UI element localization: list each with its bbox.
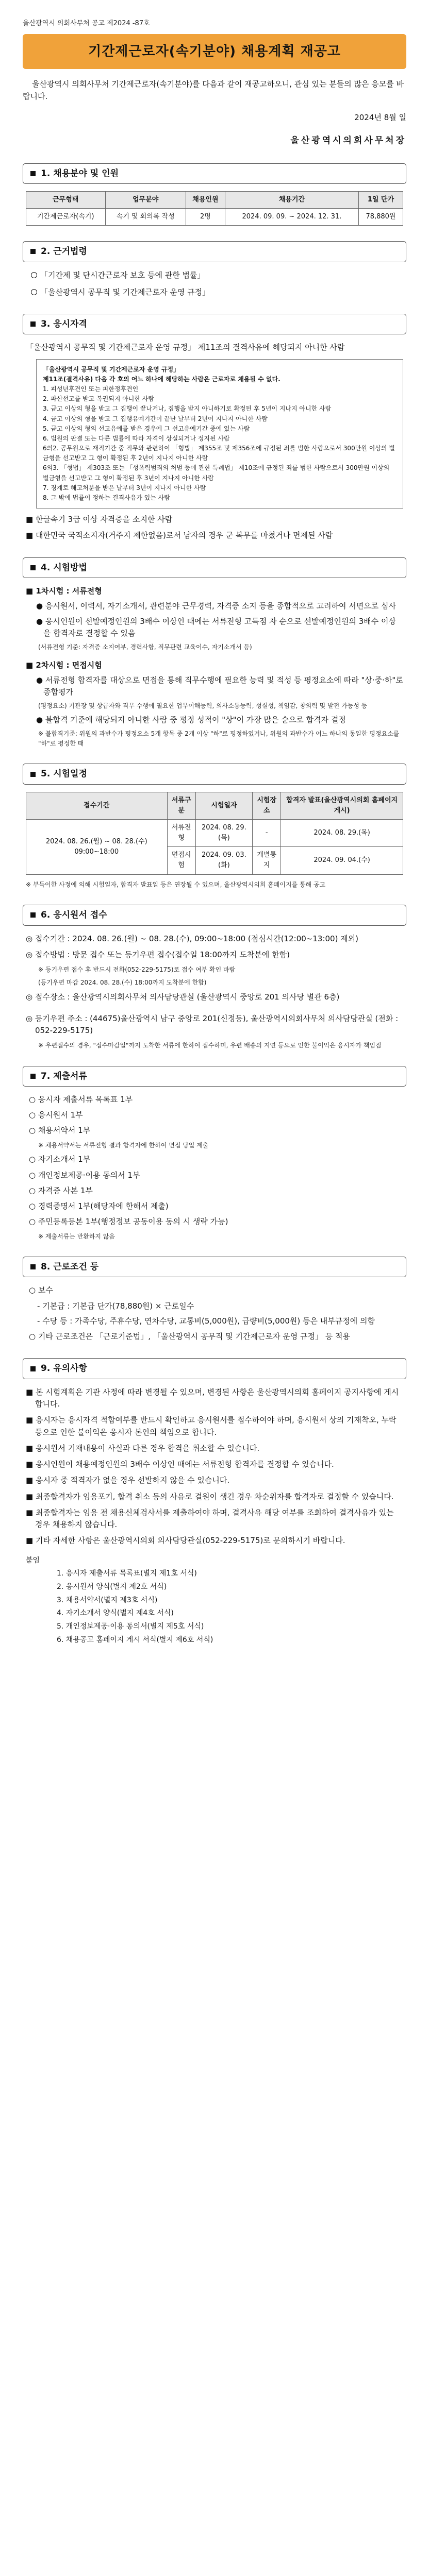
- law-item: 「울산광역시 공무직 및 기간제근로자 운영 규정」: [26, 286, 403, 298]
- square-bullet-icon: [30, 1074, 36, 1079]
- section-legal-basis: 2. 근거법령 「기간제 및 단시간근로자 보호 등에 관한 법률」 「울산광역시 공무직 및 기간제근로자 운영 규정」: [23, 241, 406, 298]
- law-item: 「기간제 및 단시간근로자 보호 등에 관한 법률」: [26, 269, 403, 281]
- section-notes: 9. 유의사항 ■ 본 시험계획은 기관 사정에 따라 변경될 수 있으며, 변경된 사항은 울산광역시의회 홈페이지 공지사항에 게시합니다. ■ 응시자는 응시자격 적합여부를 반드시 확인하고 응시원서를 접수하여야 하며, 응시원서 상의 기재착오, 누락 등으로 인한 불이익은 응시자 본인의 책임으로 합니다. ■ 응시원서 기재내용이 사실과 다른 경우 합격을 취소할 수 있습니다. ■ 응시인원이 채용예정인원의 3배수 이상인 때에는 서류전형 합격자를 결정할 수 있습니다. ■ 응시자 중 적격자가 없을 경우 선발하지 않을 수 있습니다. ■ 최종합격자가 임용포기, 합격 취소 등의 사유로 결원이 생긴 경우 차순위자를 합격자로 결정할 수 있습니다. ■ 최종합격자는 임용 전 채용신체검사서를 제출하여야 하며, 결격사유 해당 여부를 조회하여 결격사유가 있는 경우 채용하지 않습니다. ■ 기타 자세한 사항은 울산광역시의회 의사담당관실(052-229-5175)로 문의하시기 바랍니다. 붙임 1. 응시자 제출서류 목록표(별지 제1호 서식) 2. 응시원서 양식(별지 제2호 서식) 3. 채용서약서(별지 제3호 서식) 4. 자기소개서 양식(별지 제4호 서식) 5. 개인정보제공·이용 동의서(별지 제5호 서식) 6. 채용공고 홈페이지 게시 서식(별지 제6호 서식): [23, 1358, 406, 1646]
- recruit-table: 근무형태 업무분야 채용인원 채용기간 1일 단가 기간제근로자(속기) 속기 및 회의록 작성 2명 2024. 09. 09. ~ 2024. 12. 31. 78,880원: [26, 191, 403, 226]
- intro-text: 울산광역시 의회사무처 기간제근로자(속기분야)를 다음과 같이 재공고하오니, 관심 있는 분들의 많은 응모를 바랍니다.: [23, 79, 404, 101]
- eligibility-item: ■ 대한민국 국적소지자(거주지 제한없음)로서 남자의 경우 군 복무를 마쳤거나 면제된 사람: [26, 531, 333, 540]
- section-exam-method: 4. 시험방법 ■ 1차시험 : 서류전형 ● 응시원서, 이력서, 자기소개서, 관련분야 근무경력, 자격증 소지 등을 종합적으로 고려하여 서면으로 심사 ● 응시인원이 선발예정인원의 3배수 이상인 때에는 서류전형 고득점 자 순으로 선발예정인원의 3배수 이상을 합격자로 결정할 수 있음 (서류전형 기준: 자격증 소지여부, 경력사항, 직무관련 교육이수, 자기소개서 등) ■ 2차시험 : 면접시험 ● 서류전형 합격자를 대상으로 면접을 통해 직무수행에 필요한 능력 및 적성 등 평정요소에 따라 "상·중·하"로 종합평가 (평정요소) 기관장 및 상급자와 직무 수행에 필요한 업무이해능력, 의사소통능력, 성실성, 책임감, 창의력 및 발전 가능성 등 ● 불합격 기준에 해당되지 아니한 사람 중 평정 성적이 "상"이 가장 많은 순으로 합격자 결정 ※ 불합격기준: 위원의 과반수가 평정요소 5개 항목 중 2개 이상 "하"로 평정하였거나, 위원의 과반수가 어느 하나의 동일한 평정요소를 "하"로 평정한 때: [23, 557, 406, 749]
- signer: 울산광역시의회사무처장: [290, 135, 406, 146]
- notice-page: [23, 0, 406, 1673]
- section-application: 6. 응시원서 접수 ◎ 접수기간 : 2024. 08. 26.(월) ~ 08. 28.(수), 09:00~18:00 (점심시간(12:00~13:00) 제외) ◎ 접수방법 : 방문 접수 또는 등기우편 접수(접수일 18:00까지 도착분에 한함) ※ 등기우편 접수 후 반드시 전화(052-229-5175)로 접수 여부 확인 바람 (등기우편 마감 2024. 08. 28.(수) 18:00까지 도착분에 한함) ◎ 접수장소 : 울산광역시의회사무처 의사담당관실 (울산광역시 중앙로 201 의사당 별관 6층) ◎ 등기우편 주소 : (44675)울산광역시 남구 중앙로 201(신정동), 울산광역시의회사무처 의사담당관실 (전화 : 052-229-5175) ※ 우편접수의 경우, "접수마감일"까지 도착한 서류에 한하여 접수하며, 우편 배송의 지연 등으로 인한 불이익은 응시자가 책임짐: [23, 905, 406, 1050]
- doc-screening-title: ■ 1차시험 : 서류전형: [26, 586, 102, 596]
- square-bullet-icon: [30, 1366, 36, 1371]
- eligibility-lead: 「울산광역시 공무직 및 기간제근로자 운영 규정」 제11조의 결격사유에 해당되지 아니한 사람: [26, 343, 345, 352]
- interview-title: ■ 2차시험 : 면접시험: [26, 660, 102, 670]
- circle-bullet-icon: [31, 272, 37, 278]
- section-eligibility: 3. 응시자격 「울산광역시 공무직 및 기간제근로자 운영 규정」 제11조의 결격사유에 해당되지 아니한 사람 「울산광역시 공무직 및 기간제근로자 운영 규정」 제11조(결격사유) 다음 각 호의 어느 하나에 해당하는 사람은 근로자로 채용될 수 없다. 1. 피성년후견인 또는 피한정후견인 2. 파산선고를 받고 복권되지 아니한 사람 3. 금고 이상의 형을 받고 그 집행이 끝나거나, 집행을 받지 아니하기로 확정된 후 5년이 지나지 아니한 사람 4. 금고 이상의 형을 받고 그 집행유예기간이 끝난 날부터 2년이 지나지 아니한 사람 5. 금고 이상의 형의 선고유예를 받은 경우에 그 선고유예기간 중에 있는 사람 6. 법원의 판결 또는 다른 법률에 따라 자격이 상실되거나 정지된 사람 6의2. 공무원으로 재직기간 중 직무와 관련하여 「형법」 제355조 및 제356조에 규정된 죄를 범한 사람으로서 300만원 이상의 벌금형을 선고받고 그 형이 확정된 후 2년이 지나지 아니한 사람 6의3. 「형법」 제303조 또는 「성폭력범죄의 처벌 등에 관한 특례법」 제10조에 규정된 죄를 범한 사람으로서 300만원 이상의 벌금형을 선고받고 그 형이 확정된 후 3년이 지나지 아니한 사람 7. 징계로 해고처분을 받은 날부터 3년이 지나지 아니한 사람 8. 그 밖에 법률이 정하는 결격사유가 있는 사람 ■ 한글속기 3급 이상 자격증을 소지한 사람 ■ 대한민국 국적소지자(거주지 제한없음)로서 남자의 경우 군 복무를 마쳤거나 면제된 사람: [23, 314, 406, 542]
- attachments-list: 붙임 1. 응시자 제출서류 목록표(별지 제1호 서식) 2. 응시원서 양식(별지 제2호 서식) 3. 채용서약서(별지 제3호 서식) 4. 자기소개서 양식(별지 제4호 서식) 5. 개인정보제공·이용 동의서(별지 제5호 서식) 6. 채용공고 홈페이지 게시 서식(별지 제6호 서식): [26, 1556, 213, 1644]
- notice-title: 기간제근로자(속기분야) 채용계획 재공고: [23, 34, 406, 69]
- square-bullet-icon: [30, 565, 36, 570]
- square-bullet-icon: [30, 772, 36, 777]
- square-bullet-icon: [30, 321, 36, 327]
- square-bullet-icon: [30, 171, 36, 176]
- circle-bullet-icon: [31, 289, 37, 295]
- section-documents: 7. 제출서류 ○ 응시자 제출서류 목록표 1부 ○ 응시원서 1부 ○ 채용서약서 1부 ※ 채용서약서는 서류전형 결과 합격자에 한하여 면접 당일 제출 ○ 자기소개서 1부 ○ 개인정보제공·이용 동의서 1부 ○ 자격증 사본 1부 ○ 경력증명서 1부(해당자에 한해서 제출) ○ 주민등록등본 1부(행정정보 공동이용 동의 시 생략 가능) ※ 제출서류는 반환하지 않음: [23, 1066, 406, 1242]
- notice-number: 울산광역시 의회사무처 공고 제2024 -87호: [23, 20, 150, 27]
- eligibility-item: ■ 한글속기 3급 이상 자격증을 소지한 사람: [26, 515, 173, 524]
- section-title: 1. 채용분야 및 인원: [23, 163, 406, 184]
- square-bullet-icon: [30, 1264, 36, 1269]
- schedule-table: 접수기간 서류구분 시험일자 시험장소 합격자 발표(울산광역시의회 홈페이지 게시) 2024. 08. 26.(월) ~ 08. 28.(수) 09:00~18:00 서류전형 2024. 08. 29.(목) - 2024. 08. 29.(목) 면접시험 2024. 09. 03.(화) 개별통지 2024. 09. 04.(수): [26, 792, 403, 875]
- section-conditions: 8. 근로조건 등 ○ 보수 - 기본급 : 기본급 단가(78,880원) × 근로일수 - 수당 등 : 가족수당, 주휴수당, 연차수당, 교통비(5,000원), 급량비(5,000원) 등은 내부규정에 의함 ○ 기타 근로조건은 「근로기준법」, 「울산광역시 공무직 및 기간제근로자 운영 규정」 등 적용: [23, 1257, 406, 1343]
- notice-date: 2024년 8월 일: [354, 112, 406, 122]
- section-recruit-field: [23, 163, 406, 226]
- disqualification-box: 「울산광역시 공무직 및 기간제근로자 운영 규정」 제11조(결격사유) 다음 각 호의 어느 하나에 해당하는 사람은 근로자로 채용될 수 없다. 1. 피성년후견인 또는 피한정후견인 2. 파산선고를 받고 복권되지 아니한 사람 3. 금고 이상의 형을 받고 그 집행이 끝나거나, 집행을 받지 아니하기로 확정된 후 5년이 지나지 아니한 사람 4. 금고 이상의 형을 받고 그 집행유예기간이 끝난 날부터 2년이 지나지 아니한 사람 5. 금고 이상의 형의 선고유예를 받은 경우에 그 선고유예기간 중에 있는 사람 6. 법원의 판결 또는 다른 법률에 따라 자격이 상실되거나 정지된 사람 6의2. 공무원으로 재직기간 중 직무와 관련하여 「형법」 제355조 및 제356조에 규정된 죄를 범한 사람으로서 300만원 이상의 벌금형을 선고받고 그 형이 확정된 후 2년이 지나지 아니한 사람 6의3. 「형법」 제303조 또는 「성폭력범죄의 처벌 등에 관한 특례법」 제10조에 규정된 죄를 범한 사람으로서 300만원 이상의 벌금형을 선고받고 그 형이 확정된 후 3년이 지나지 아니한 사람 7. 징계로 해고처분을 받은 날부터 3년이 지나지 아니한 사람 8. 그 밖에 법률이 정하는 결격사유가 있는 사람: [36, 359, 403, 509]
- square-bullet-icon: [30, 249, 36, 254]
- square-bullet-icon: [30, 912, 36, 918]
- section-schedule: 5. 시험일정 접수기간 서류구분 시험일자 시험장소 합격자 발표(울산광역시의회 홈페이지 게시) 2024. 08. 26.(월) ~ 08. 28.(수) 09:00~18:00 서류전형 2024. 08. 29.(목) - 2024. 08. 29.(목) 면접시험 2024. 09. 03.(화) 개별통지 2024. 09. 04.(수) ※ 부득이한 사정에 의해 시험일자, 합격자 발표일 등은 연장될 수 있으며, 울산광역시의회 홈페이지를 통해 공고: [23, 764, 406, 889]
